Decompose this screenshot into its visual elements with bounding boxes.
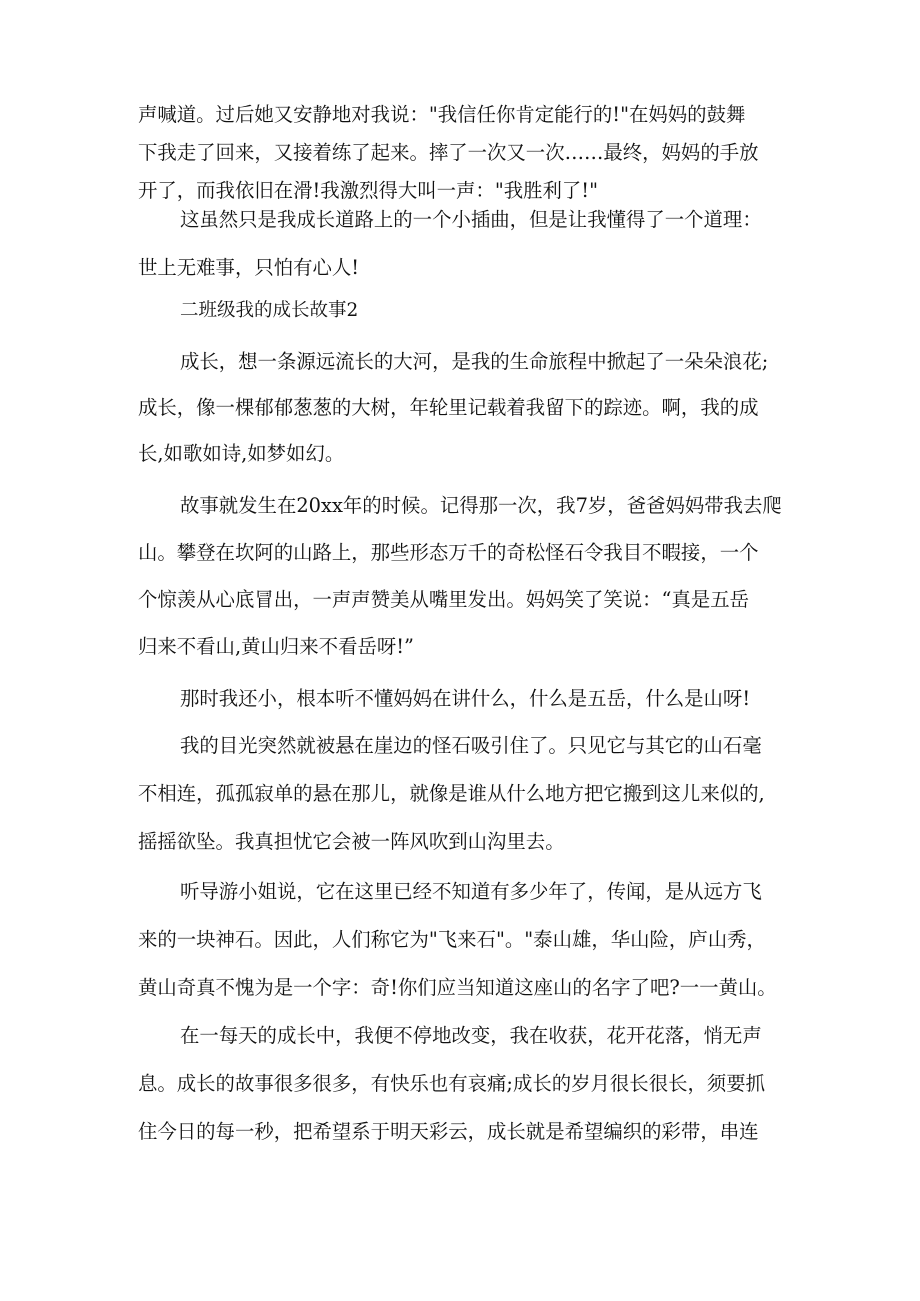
section-heading: 二班级我的成长故事2 — [180, 300, 359, 321]
paragraph-daily — [138, 1012, 794, 1156]
text-line: 听导游小姐说，它在这里已经不知道有多少年了，传闻，是从远方飞 — [180, 880, 762, 903]
text-line: 下我走了回来，又接着练了起来。摔了一次又一次……最终，妈妈的手放 — [138, 141, 759, 164]
text-line: 在一每天的成长中，我便不停地改变，我在收获，花开花落，悄无声 — [180, 1024, 762, 1047]
paragraph-continuation — [138, 96, 794, 210]
text-line: 个惊羡从心底冒出，一声声赞美从嘴里发出。妈妈笑了笑说：“真是五岳 — [138, 588, 750, 611]
text-line: 声喊道。过后她又安静地对我说："我信任你肯定能行的!"在妈妈的鼓舞 — [138, 103, 746, 126]
text-line: 山。攀登在坎阿的山路上，那些形态万千的奇松怪石令我目不暇接，一个 — [138, 541, 759, 564]
text-line: 这虽然只是我成长道路上的一个小插曲，但是让我懂得了一个道理： — [180, 208, 762, 231]
text-line: 成长，像一棵郁郁葱葱的大树，年轮里记载着我留下的踪迹。啊，我的成 — [138, 396, 759, 419]
text-line: 归来不看山,黄山归来不看岳呀!” — [138, 635, 414, 658]
text-line: 我的目光突然就被悬在崖边的怪石吸引住了。只见它与其它的山石毫 — [180, 734, 762, 757]
paragraph-guide — [138, 868, 794, 1012]
paragraph-story — [138, 482, 794, 670]
text-line: 成长，想一条源远流长的大河，是我的生命旅程中掀起了一朵朵浪花; — [180, 350, 769, 373]
paragraph-lesson — [138, 196, 794, 292]
text-line: 黄山奇真不愧为是一个字：奇!你们应当知道这座山的名字了吧?一一黄山。 — [138, 976, 777, 999]
text-line: 来的一块神石。因此，人们称它为"飞来石"。"泰山雄，华山险，庐山秀， — [138, 928, 766, 951]
text-line: 长,如歌如诗,如梦如幻。 — [138, 442, 345, 465]
text-line: 开了，而我依旧在滑!我激烈得大叫一声："我胜利了!" — [138, 179, 599, 202]
text-line: 故事就发生在20xx年的时候。记得那一次，我7岁，爸爸妈妈带我去爬 — [180, 494, 782, 517]
text-line: 住今日的每一秒，把希望系于明天彩云，成长就是希望编织的彩带，串连 — [138, 1120, 759, 1143]
text-line: 世上无难事，只怕有心人! — [138, 256, 360, 279]
text-line: 息。成长的故事很多很多，有快乐也有哀痛;成长的岁月很长很长，须要抓 — [138, 1072, 766, 1095]
text-line: 摇摇欲坠。我真担忧它会被一阵风吹到山沟里去。 — [138, 830, 565, 853]
paragraph-young — [138, 675, 794, 723]
text-line: 那时我还小，根本听不懂妈妈在讲什么，什么是五岳，什么是山呀! — [180, 687, 751, 710]
paragraph-growth — [138, 339, 794, 477]
text-line: 不相连，孤孤寂单的悬在那儿，就像是谁从什么地方把它搬到这儿来似的, — [138, 782, 765, 805]
paragraph-rock — [138, 722, 794, 866]
